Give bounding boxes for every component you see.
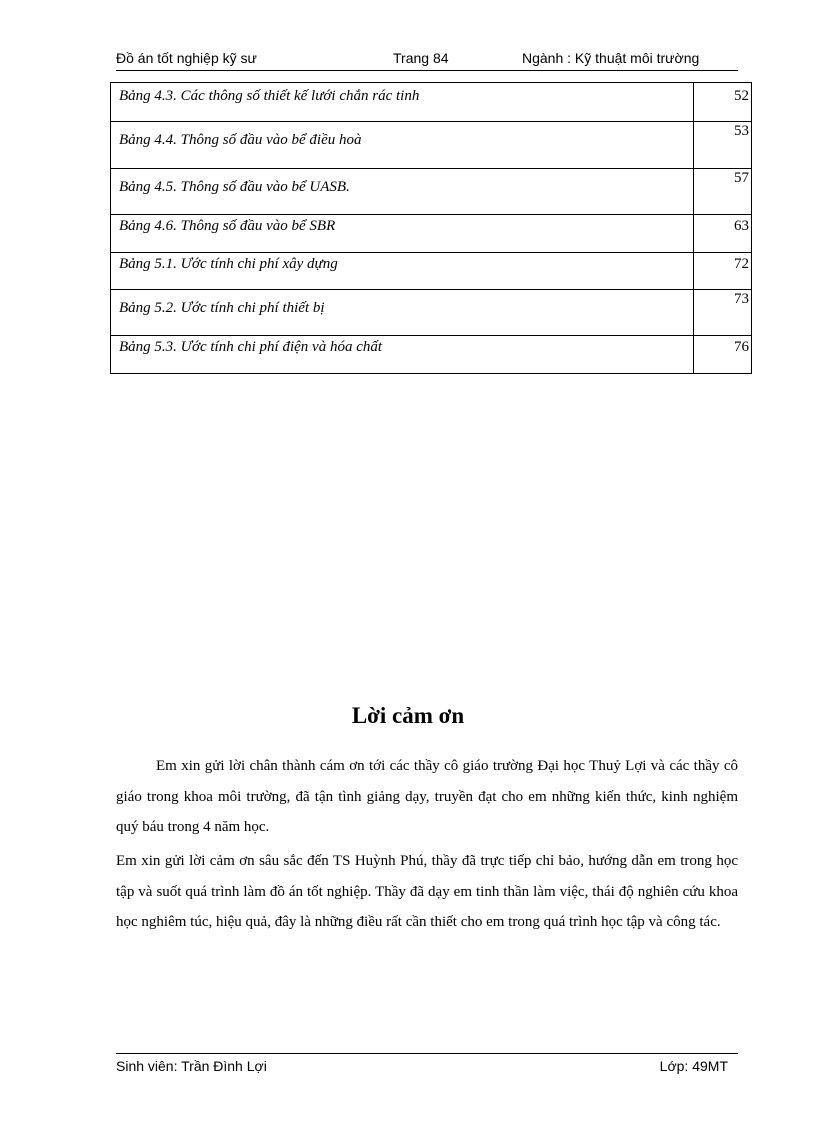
page-footer <box>116 1053 738 1076</box>
table-list <box>110 82 752 374</box>
table-entry-label: Bảng 5.3. Ước tính chi phí điện và hóa chất <box>111 336 694 374</box>
table-row <box>111 169 752 215</box>
page-header <box>116 48 738 71</box>
table-row <box>111 215 752 253</box>
page-title: Lời cảm ơn <box>351 703 465 728</box>
footer-student: Sinh viên: Trần Đình Lợi <box>116 1058 267 1074</box>
table-entry-page: 52 <box>694 83 752 122</box>
table-row <box>111 122 752 169</box>
acknowledgement-paragraph-1: Em xin gửi lời chân thành cám ơn tới các thầy cô giáo trường Đại học Thuỷ Lợi và các thầy cô giáo trong khoa môi trường, đã tận tình giảng dạy, truyền đạt cho em những kiến thức, kinh nghiệm quý báu trong 4 năm học. <box>116 758 738 835</box>
footer-class: Lớp: 49MT <box>659 1058 728 1074</box>
table-entry-label: Bảng 5.1. Ước tính chi phí xây dựng <box>111 253 694 290</box>
table-entry-label: Bảng 4.6. Thông số đầu vào bể SBR <box>111 215 694 253</box>
header-page-number: Trang 84 <box>393 50 449 66</box>
table-row <box>111 336 752 374</box>
table-row <box>111 83 752 122</box>
table-entry-label: Bảng 4.5. Thông số đầu vào bể UASB. <box>111 169 694 215</box>
table-entry-page: 53 <box>694 122 752 169</box>
table-entry-label: Bảng 4.4. Thông số đầu vào bể điều hoà <box>111 122 694 169</box>
table-entry-page: 73 <box>694 290 752 336</box>
acknowledgement-paragraph-2: Em xin gửi lời cảm ơn sâu sắc đến TS Huỳnh Phú, thầy đã trực tiếp chỉ bảo, hướng dẫn em trong học tập và suốt quá trình làm đồ án tốt nghiệp. Thầy đã dạy em tinh thần làm việc, thái độ nghiên cứu khoa học nghiêm túc, hiệu quả, đây là những điều rất cần thiết cho em trong quá trình học tập và công tác. <box>116 853 738 930</box>
table-row <box>111 253 752 290</box>
table-row <box>111 290 752 336</box>
header-major: Ngành : Kỹ thuật môi trường <box>522 50 700 66</box>
table-entry-page: 63 <box>694 215 752 253</box>
table-entry-page: 72 <box>694 253 752 290</box>
header-thesis-type: Đồ án tốt nghiệp kỹ sư <box>116 50 257 66</box>
table-entry-page: 76 <box>694 336 752 374</box>
table-entry-label: Bảng 5.2. Ước tính chi phí thiết bị <box>111 290 694 336</box>
table-entry-page: 57 <box>694 169 752 215</box>
table-entry-label: Bảng 4.3. Các thông số thiết kế lưới chắn rác tinh <box>111 83 694 122</box>
